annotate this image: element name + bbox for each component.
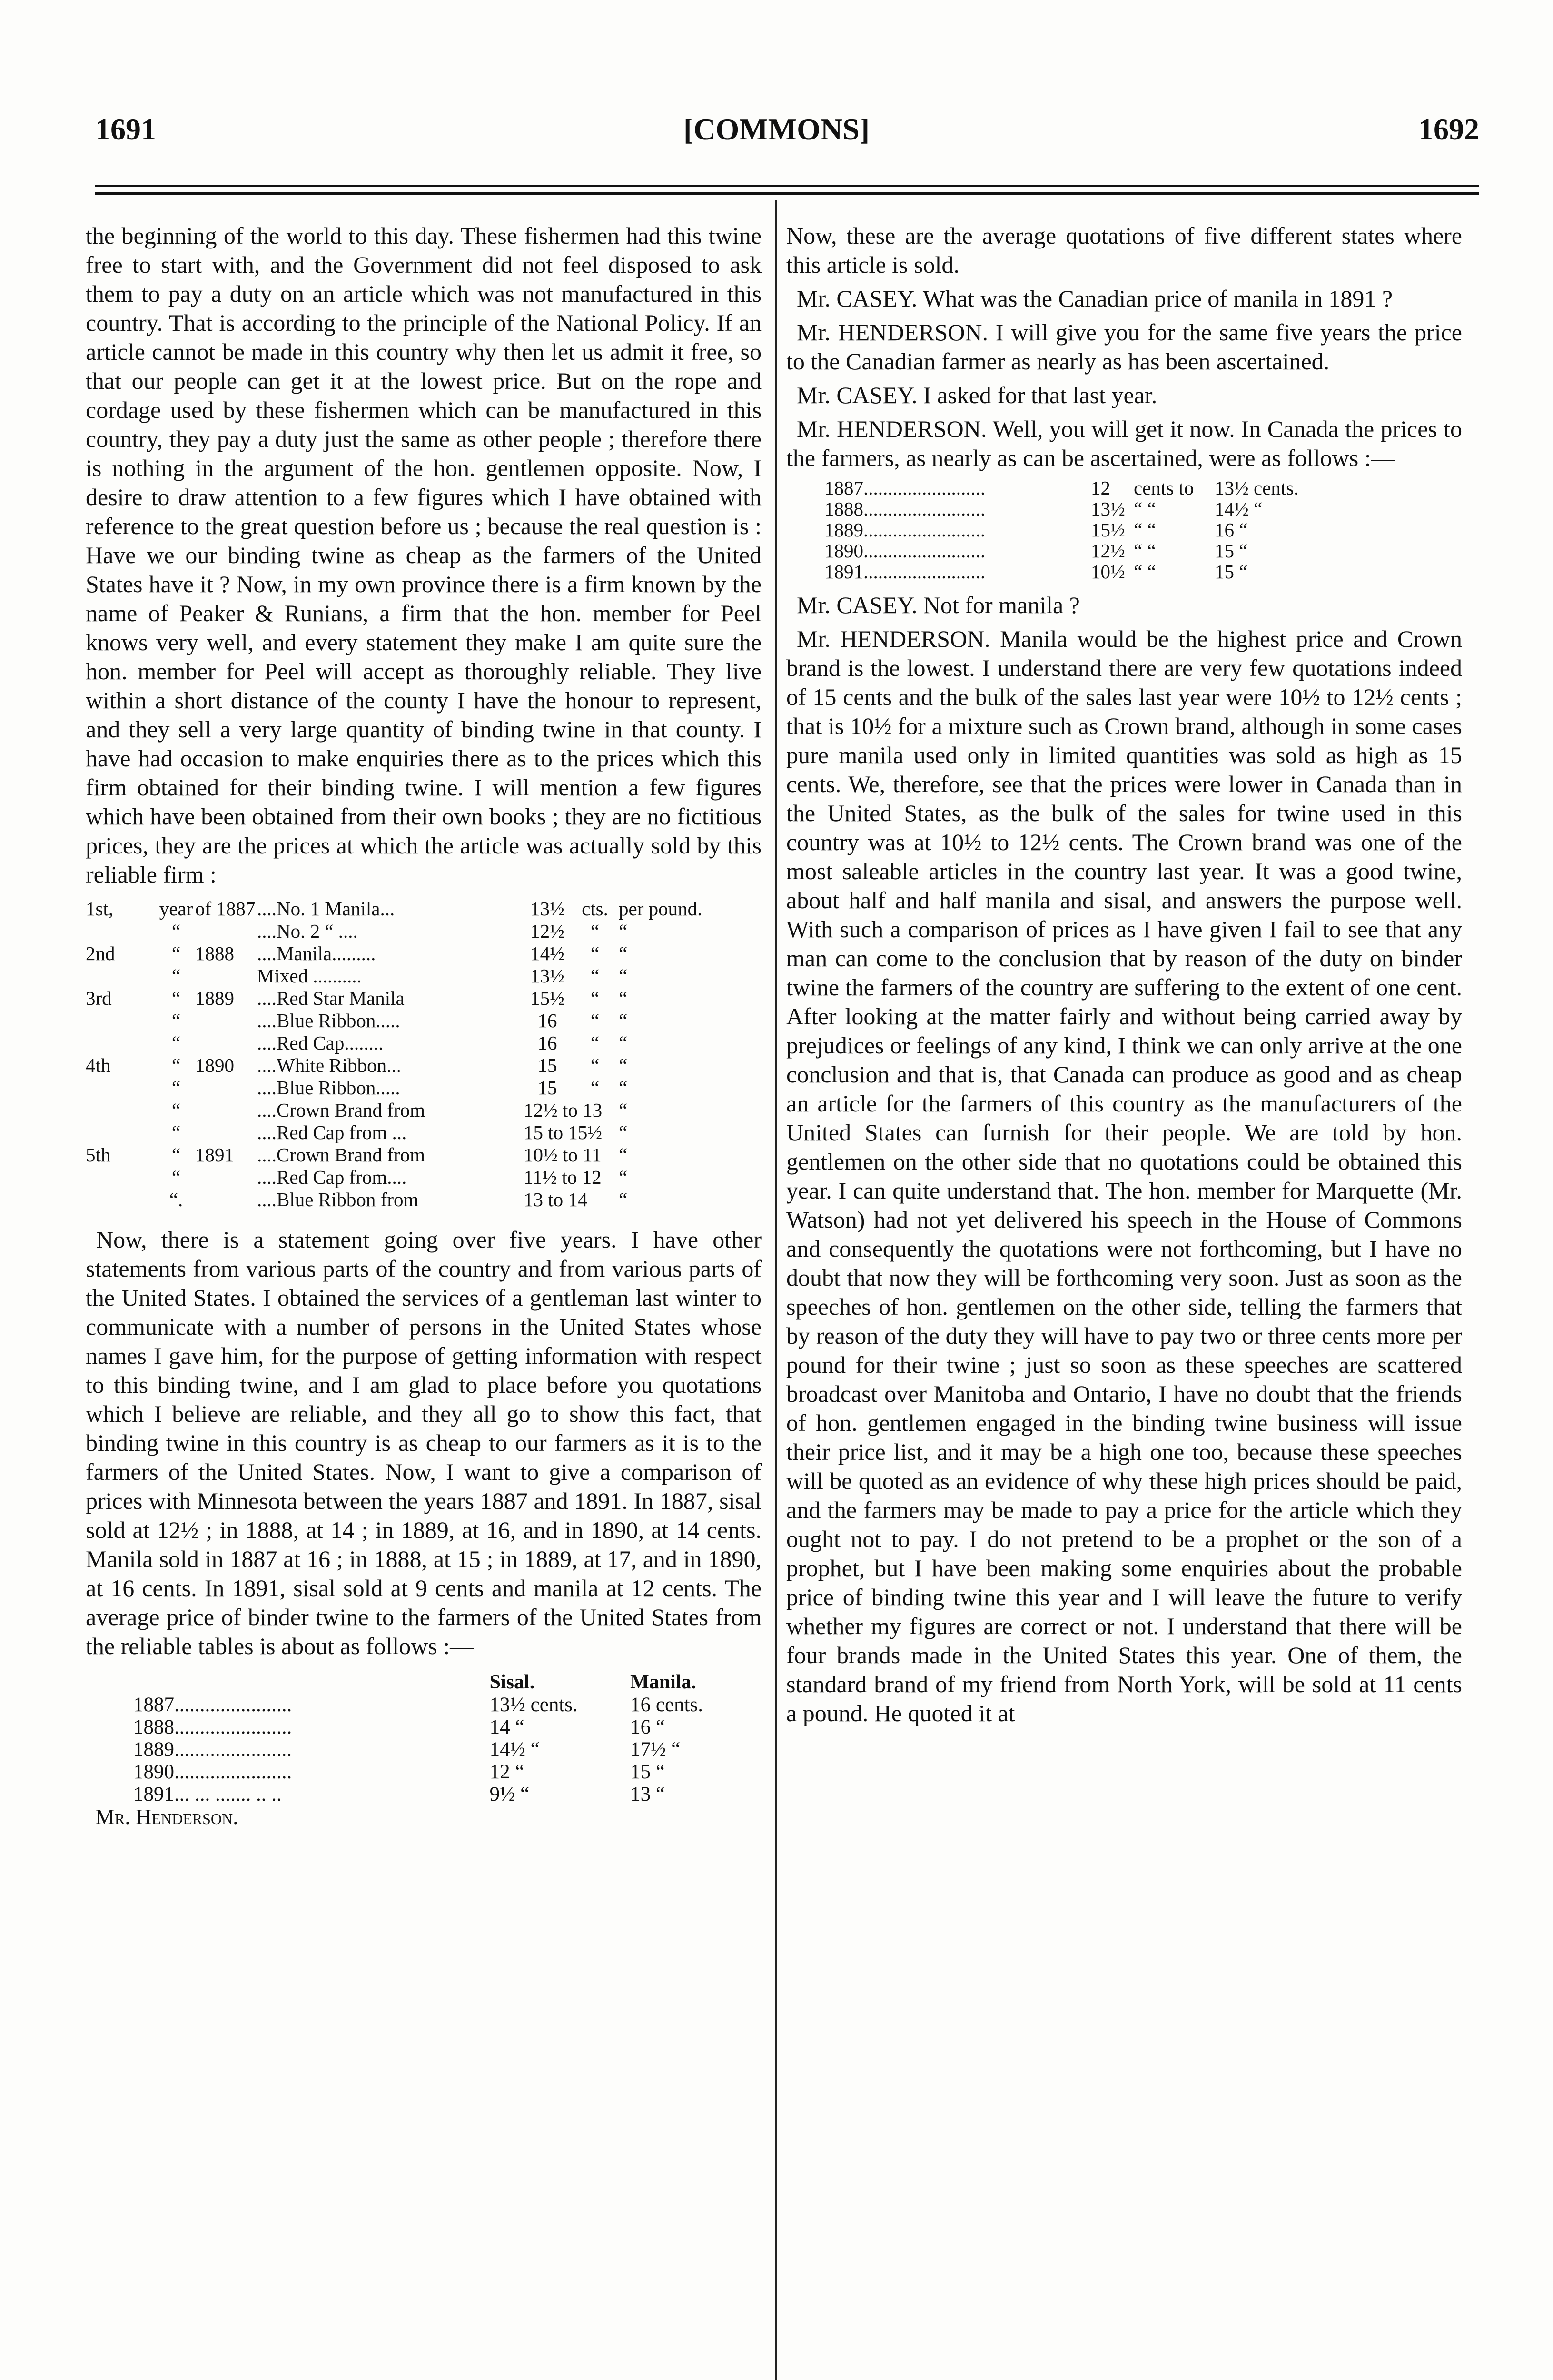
table-cell: 14½ “ [1215, 498, 1263, 520]
table-cell: 12½ to 13 [524, 1099, 603, 1121]
table-cell: ....Red Cap from ... [257, 1121, 407, 1143]
table-cell: 13½ [530, 898, 564, 920]
table-cell: ....Red Cap........ [257, 1032, 384, 1054]
table-cell: 14 “ [489, 1716, 524, 1738]
table-cell [571, 1166, 619, 1189]
table-cell: 10½ [1091, 561, 1125, 583]
table-row [86, 1032, 762, 1054]
manila-header: Manila. [630, 1671, 697, 1693]
table-cell: “ [590, 965, 600, 987]
table-cell [195, 1189, 257, 1211]
page-number-left: 1691 [95, 112, 156, 146]
table-cell: ....Blue Ribbon from [257, 1189, 419, 1210]
table-cell: ....No. 2 “ .... [257, 920, 358, 942]
table-cell: 13½ cents. [489, 1694, 578, 1716]
table-cell: 12 [1091, 477, 1110, 499]
table-cell: “ [171, 1054, 181, 1076]
table-cell: cents to [1134, 477, 1194, 499]
table-cell: ....White Ribbon... [257, 1054, 401, 1076]
table-cell: 1891... ... ....... .. .. [133, 1783, 282, 1805]
table-cell: 16 [537, 1032, 557, 1054]
table-cell: 13½ [1091, 498, 1125, 520]
table-row [133, 1783, 762, 1805]
table-cell: “ [171, 920, 181, 942]
right-column [786, 221, 1462, 1733]
table-cell: “ [619, 1010, 628, 1031]
table-cell: “ [171, 1144, 181, 1166]
table-cell: 14½ “ [489, 1738, 540, 1761]
table-cell: ....Manila......... [257, 942, 376, 964]
table-row [824, 561, 1462, 582]
table-row [86, 1189, 762, 1211]
table-cell [86, 1121, 157, 1144]
table-cell [195, 1099, 257, 1121]
table-cell [86, 1189, 157, 1211]
table-cell: “ [590, 942, 600, 964]
table-cell: 1891......................... [824, 561, 986, 583]
table-cell: “ [590, 1077, 600, 1099]
table-cell: ....No. 1 Manila... [257, 898, 395, 920]
table-row [86, 1166, 762, 1189]
table-cell: “ [619, 1077, 628, 1099]
table-cell: 16 “ [630, 1716, 665, 1738]
right-paragraph-5: Mr. HENDERSON. Well, you will get it now. In Canada the prices to the farmers, as nearly as can be ascertained, were as follows :— [786, 416, 1462, 471]
table-cell: 15½ [1091, 519, 1125, 541]
right-paragraph-2: Mr. CASEY. What was the Canadian price of manila in 1891 ? [797, 285, 1393, 312]
table-cell: 1888....................... [133, 1716, 292, 1738]
table-cell: “ [619, 1166, 628, 1188]
table-cell: 14½ [530, 942, 564, 964]
table-cell: 13 “ [630, 1783, 665, 1805]
table-cell [571, 1121, 619, 1144]
table-cell [86, 1099, 157, 1121]
table-row [133, 1694, 762, 1716]
table-cell: “ [619, 920, 628, 942]
table-cell: year [159, 898, 193, 920]
table-cell: 11½ to 12 [524, 1166, 602, 1188]
table-cell: 15½ [530, 987, 564, 1009]
table-row [86, 920, 762, 942]
table-cell: “ [619, 1189, 628, 1210]
table-cell: “ [171, 987, 181, 1009]
table-cell [195, 1166, 257, 1189]
table-cell: “ [590, 1054, 600, 1076]
table-row [824, 540, 1462, 561]
table-cell [571, 1099, 619, 1121]
table-cell: “ [619, 1144, 628, 1166]
table-cell: “ “ [1134, 519, 1156, 541]
speaker-signature: Mr. Henderson. [95, 1805, 238, 1829]
table-cell: ....Blue Ribbon..... [257, 1010, 400, 1031]
table-row [86, 1010, 762, 1032]
left-column [86, 221, 762, 1828]
table-cell: 1888 [195, 942, 234, 964]
table-cell: ....Crown Brand from [257, 1144, 425, 1166]
left-paragraph-1: the beginning of the world to this day. These fishermen had this twine free to start with, and the Government did not feel disposed to ask them to pay a duty on an article which was not manufactured in this country. That is according to the principle of the National Policy. If an article cannot be made in this country why then let us admit it free, so that our people can get it at the lowest price. But on the rope and cordage used by these fishermen which can be manufactured in this country, they pay a duty just the same as other people ; therefore there is nothing in the argument of the hon. gentlemen opposite. Now, I desire to draw attention to a few figures which I have obtained with reference to the great question before us ; because the real question is : Have we our binding twine as cheap as the farmers of the United States have it ? Now, in my own province there is a firm known by the name of Peaker & Runians, a firm that the hon. member for Peel knows very well, and every statement they make I am quite sure the hon. member for Peel will accept as thoroughly reliable. They live within a short distance of the county I have the honour to represent, and they sell a very large quantity of binding twine in that county. I have had occasion to make enquiries there as to the prices which this firm obtained for their binding twine. I will mention a few figures which have been obtained from their own books ; they are no fictitious prices, they are the prices at which the article was actually sold by this reliable firm : [86, 222, 762, 888]
header-rule-bottom [95, 192, 1479, 195]
table-row [133, 1738, 762, 1761]
table-cell: “ [619, 1099, 628, 1121]
table-cell [571, 1144, 619, 1166]
table-cell: “ [619, 942, 628, 964]
table-cell: “ [590, 920, 600, 942]
right-paragraph-6: Mr. CASEY. Not for manila ? [797, 592, 1080, 618]
table-cell: 4th [86, 1054, 111, 1076]
table-cell: 1st, [86, 898, 114, 920]
table-cell [571, 1189, 619, 1211]
table-cell: ....Crown Brand from [257, 1099, 425, 1121]
table-cell: “ [590, 987, 600, 1009]
table-cell: 1890......................... [824, 540, 986, 562]
table-row [86, 1144, 762, 1166]
column-divider [775, 200, 777, 2380]
table-cell: 13½ cents. [1215, 477, 1299, 499]
table-row [86, 1099, 762, 1121]
running-title: [COMMONS] [683, 112, 870, 146]
table-cell [86, 1010, 157, 1032]
table-cell: “ [171, 1032, 181, 1054]
sisal-header: Sisal. [489, 1671, 535, 1693]
table-cell: 17½ “ [630, 1738, 681, 1761]
table-cell: cts. [582, 898, 608, 920]
table-cell: “ [590, 1032, 600, 1054]
table-cell: ....Blue Ribbon..... [257, 1077, 400, 1099]
right-paragraph-4: Mr. CASEY. I asked for that last year. [797, 382, 1157, 408]
table-cell: 15 to 15½ [524, 1121, 603, 1143]
table-cell: “ [171, 942, 181, 964]
table-cell: 13½ [530, 965, 564, 987]
right-paragraph-1: Now, these are the average quotations of five different states where this article is sold. [786, 222, 1462, 278]
table-cell: 16 cents. [630, 1694, 703, 1716]
right-paragraph-7: Mr. HENDERSON. Manila would be the highest price and Crown brand is the lowest. I understand there are very few quotations indeed of 15 cents and the bulk of the sales last year were 10½ to 12½ cents ; that is 10½ for a mixture such as Crown brand, although in some cases pure manila used only in limited quantities was sold as high as 15 cents. We, therefore, see that the prices were lower in Canada than in the United States, as the bulk of the sales for twine used in this country was at 10½ to 12½ cents. The Crown brand was one of the most saleable articles in the country last year. It was a good twine, about half and half manila and sisal, and answers the purpose well. With such a comparison of prices as I have given I fail to see that any man can come to the conclusion that by reason of the duty on binder twine the farmers of the country are suffering to the extent of one cent. After looking at the matter fairly and without being carried away by prejudices or feelings of any kind, I think we can only arrive at the one conclusion and that is, that Canada can produce as good and as cheap an article for the farmers of this country as the manufacturers of the United States can furnish for their people. We are told by hon. gentlemen on the other side that no quotations could be obtained this year. I can quite understand that. The hon. member for Marquette (Mr. Watson) had not yet delivered his speech in the House of Commons and consequently the quotations were not forthcoming, but I have no doubt that now they will be forthcoming very soon. Just as soon as the speeches of hon. gentlemen on the other side, telling the farmers that by reason of the duty they will have to pay two or three cents more per pound for their twine ; just so soon as these speeches are scattered broadcast over Manitoba and Ontario, I have no doubt that the friends of hon. gentlemen engaged in the binding twine business will issue their price list, and it may be a high one too, because these speeches will be quoted as an evidence of why these high prices should be paid, and the farmers may be made to pay a price for the article which they ought not to pay. I do not pretend to be a prophet or the son of a prophet, but I have been making some enquiries about the probable price of binding twine this year and I will leave the future to verify whether my figures are correct or not. I understand that there will be four brands made in the United States this year. One of them, the standard brand of my friend from North York, will be sold at 11 cents a pound. He quoted it at [786, 625, 1462, 1726]
table-cell: “ [619, 965, 628, 987]
table-cell [195, 1121, 257, 1144]
header-rule-top [95, 185, 1479, 187]
table-cell: 16 “ [1215, 519, 1248, 541]
table-row [824, 477, 1462, 498]
table-cell [195, 920, 257, 942]
table-cell: Mixed .......... [257, 965, 362, 987]
table-cell: ....Red Star Manila [257, 987, 405, 1009]
table-cell: “. [169, 1189, 183, 1210]
table-row [86, 898, 762, 920]
table-cell: 1889....................... [133, 1738, 292, 1761]
table-cell: 1889......................... [824, 519, 986, 541]
table-cell: “ “ [1134, 561, 1156, 583]
table-row [86, 942, 762, 965]
table-cell: 12 “ [489, 1761, 524, 1783]
table-cell: 13 to 14 [524, 1189, 588, 1210]
table-cell: 15 [537, 1054, 557, 1076]
table-cell: 15 “ [1215, 540, 1248, 562]
table-row [86, 965, 762, 987]
table-row [86, 1121, 762, 1144]
table-cell [86, 1166, 157, 1189]
table-row [86, 987, 762, 1010]
us-average-prices-table [133, 1671, 762, 1805]
table-cell [86, 1077, 157, 1099]
table-cell: “ “ [1134, 540, 1156, 562]
table-cell: “ [171, 1166, 181, 1188]
table-cell: 12½ [530, 920, 564, 942]
table-cell [86, 1032, 157, 1054]
page-number-right: 1692 [1418, 112, 1479, 146]
table-cell: 3rd [86, 987, 112, 1009]
table-cell: “ [171, 1121, 181, 1143]
table-cell: of 1887 [195, 898, 256, 920]
table-cell: 1889 [195, 987, 234, 1009]
table-cell: “ “ [1134, 498, 1156, 520]
table-cell [195, 965, 257, 987]
table-cell: 1890 [195, 1054, 234, 1076]
table-cell: “ [619, 987, 628, 1009]
table-cell: ....Red Cap from.... [257, 1166, 407, 1188]
table-cell: 1891 [195, 1144, 234, 1166]
canadian-prices-table [824, 477, 1462, 582]
table-cell: 5th [86, 1144, 111, 1166]
table-row [133, 1761, 762, 1783]
table-cell: “ [171, 1010, 181, 1031]
table-row [86, 1077, 762, 1099]
table-row [133, 1716, 762, 1738]
table-cell: “ [619, 1121, 628, 1143]
peaker-prices-table [86, 898, 762, 1211]
table-cell: 16 [537, 1010, 557, 1031]
table-cell: 15 “ [630, 1761, 665, 1783]
right-paragraph-3: Mr. HENDERSON. I will give you for the same five years the price to the Canadian farmer as nearly as has been ascertained. [786, 319, 1462, 375]
table-row [824, 498, 1462, 519]
table-cell: 12½ [1091, 540, 1125, 562]
table-cell [195, 1010, 257, 1032]
table-cell: “ [590, 1010, 600, 1031]
table-cell: per pound. [619, 898, 702, 920]
left-paragraph-2: Now, there is a statement going over five years. I have other statements from various parts of the country and from various parts of the United States. I obtained the services of a gentleman last winter to communicate with a number of persons in the United States whose names I gave him, for the purpose of getting information with respect to this binding twine, and I am glad to place before you quotations which I believe are reliable, and they all go to show this fact, that binding twine in this country is as cheap to our farmers as it is to the farmers of the United States. Now, I want to give a comparison of prices with Minnesota between the years 1887 and 1891. In 1887, sisal sold at 12½ ; in 1888, at 14 ; in 1889, at 16, and in 1890, at 14 cents. Manila sold in 1887 at 16 ; in 1888, at 15 ; in 1889, at 17, and in 1890, at 16 cents. In 1891, sisal sold at 9 cents and manila at 12 cents. The average price of binder twine to the farmers of the United States from the reliable tables is about as follows :— [86, 1226, 762, 1659]
table-cell: 2nd [86, 942, 115, 964]
table-row [86, 1054, 762, 1077]
table-cell: “ [619, 1054, 628, 1076]
table-cell [86, 920, 157, 942]
table-cell [195, 1077, 257, 1099]
table-cell: 1887....................... [133, 1694, 292, 1716]
table-row [824, 519, 1462, 540]
table-cell: 10½ to 11 [524, 1144, 602, 1166]
table-cell: 1888......................... [824, 498, 986, 520]
table-cell [86, 965, 157, 987]
table-cell: 9½ “ [489, 1783, 530, 1805]
table-cell: “ [619, 1032, 628, 1054]
table-cell: “ [171, 1099, 181, 1121]
table-cell [195, 1032, 257, 1054]
table-cell: 15 “ [1215, 561, 1248, 583]
table-cell: “ [171, 1077, 181, 1099]
table-cell: 1887......................... [824, 477, 986, 499]
table-cell: “ [171, 965, 181, 987]
table-cell: 15 [537, 1077, 557, 1099]
table-cell: 1890....................... [133, 1761, 292, 1783]
